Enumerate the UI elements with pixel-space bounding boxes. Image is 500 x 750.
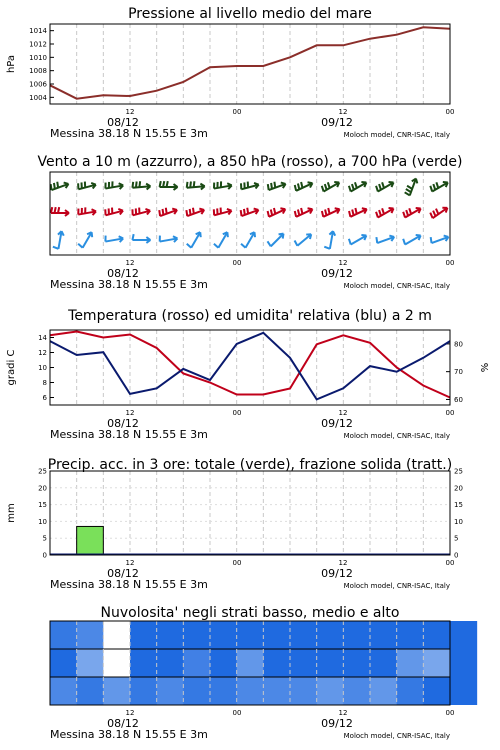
- cloud-cell: [370, 621, 397, 649]
- y-tick-label: 5: [42, 534, 47, 543]
- cloud-cell: [77, 677, 104, 705]
- wind-barb: [132, 234, 150, 243]
- y2-tick-label: 5: [454, 534, 459, 543]
- panel-3: [6, 308, 491, 441]
- cloud-cell: [263, 649, 290, 677]
- y2-tick-label: 25: [454, 467, 463, 476]
- wind-barb: [268, 182, 286, 190]
- wind-barb: [53, 231, 64, 249]
- time-tick-label: 00: [232, 559, 242, 567]
- location-label: Messina 38.18 N 15.55 E 3m: [50, 278, 208, 291]
- location-label: Messina 38.18 N 15.55 E 3m: [50, 578, 208, 591]
- y-tick-label: 20: [38, 484, 47, 493]
- cloud-cell: [157, 677, 184, 705]
- wind-barb: [51, 182, 69, 190]
- time-tick-label: 12: [125, 409, 135, 417]
- time-tick-label: 00: [445, 259, 455, 267]
- date-label: 09/12: [321, 717, 353, 730]
- cloud-cell: [77, 649, 104, 677]
- time-tick-label: 00: [232, 108, 242, 116]
- wind-barb: [376, 208, 393, 218]
- time-tick-label: 12: [338, 559, 348, 567]
- panel-title: Vento a 10 m (azzurro), a 850 hPa (rosso), a 700 hPa (verde): [37, 154, 463, 170]
- humidity-line: [50, 333, 450, 400]
- time-tick-label: 12: [338, 709, 348, 717]
- wind-barb: [324, 231, 335, 249]
- wind-barb: [322, 208, 340, 217]
- wind-barb: [295, 182, 313, 191]
- model-credit: Moloch model, CNR-ISAC, Italy: [343, 282, 450, 290]
- time-tick-label: 12: [338, 108, 348, 116]
- model-credit: Moloch model, CNR-ISAC, Italy: [343, 582, 450, 590]
- panel-4: [6, 457, 463, 591]
- date-label: 08/12: [107, 417, 139, 430]
- cloud-cell: [423, 649, 450, 677]
- wind-barb: [105, 208, 123, 216]
- time-tick-label: 12: [338, 259, 348, 267]
- precip-bar: [77, 526, 104, 555]
- cloud-cell: [237, 677, 264, 705]
- wind-barb: [187, 232, 201, 248]
- cloud-cell: [130, 621, 157, 649]
- cloud-cell: [397, 649, 424, 677]
- location-label: Messina 38.18 N 15.55 E 3m: [50, 728, 208, 741]
- time-tick-label: 00: [232, 409, 242, 417]
- cloud-cell: [450, 621, 477, 649]
- wind-barb: [268, 208, 286, 217]
- cloud-cell: [103, 649, 130, 677]
- wind-barb: [295, 208, 313, 217]
- y2-tick-label: 0: [454, 551, 459, 560]
- pressure-line: [50, 27, 450, 98]
- y2-tick-label: 20: [454, 484, 463, 493]
- cloud-cell: [210, 621, 237, 649]
- wind-barb: [430, 182, 447, 192]
- date-label: 08/12: [107, 717, 139, 730]
- wind-barb: [51, 207, 69, 216]
- cloud-cell: [290, 621, 317, 649]
- cloud-cell: [370, 677, 397, 705]
- y-tick-label: 10: [38, 517, 47, 526]
- cloud-cell: [50, 621, 77, 649]
- wind-barb: [214, 181, 232, 189]
- wind-barb: [160, 181, 178, 190]
- wind-barb: [349, 182, 366, 192]
- y-tick-label: 1012: [29, 40, 47, 49]
- y-tick-label: 8: [42, 379, 47, 387]
- cloud-cell: [423, 677, 450, 705]
- panel-title: Nuvolosita' negli strati basso, medio e alto: [100, 605, 400, 621]
- date-label: 09/12: [321, 567, 353, 580]
- cloud-cell: [450, 677, 477, 705]
- date-label: 08/12: [107, 116, 139, 129]
- cloud-cell: [157, 649, 184, 677]
- wind-barb: [160, 236, 178, 242]
- wind-barb: [214, 208, 232, 216]
- plot-frame: [50, 471, 450, 555]
- wind-barb: [376, 236, 394, 244]
- time-tick-label: 00: [445, 559, 455, 567]
- wind-barb: [405, 179, 418, 196]
- y-tick-label: 0: [42, 551, 47, 560]
- time-tick-label: 12: [125, 259, 135, 267]
- time-tick-label: 12: [125, 108, 135, 116]
- wind-barb: [349, 235, 366, 245]
- cloud-cell: [263, 621, 290, 649]
- cloud-cell: [210, 677, 237, 705]
- cloud-cell: [343, 677, 370, 705]
- y-tick-label: 1014: [29, 27, 47, 36]
- y-tick-label: 25: [38, 467, 47, 476]
- cloud-cell: [130, 677, 157, 705]
- wind-barb: [295, 234, 312, 246]
- y-tick-label: 1008: [29, 67, 47, 76]
- wind-row-2: [51, 207, 447, 218]
- cloud-cell: [50, 649, 77, 677]
- cloud-cell: [397, 677, 424, 705]
- wind-barb: [376, 182, 393, 192]
- y2-tick-label: 10: [454, 517, 463, 526]
- model-credit: Moloch model, CNR-ISAC, Italy: [343, 131, 450, 139]
- cloud-cell: [210, 649, 237, 677]
- y-tick-label: 15: [38, 501, 47, 510]
- wind-barb: [241, 182, 259, 190]
- wind-barb: [78, 232, 92, 248]
- panel-title: Temperatura (rosso) ed umidita' relativa (blu) a 2 m: [68, 308, 432, 324]
- cloud-cell: [397, 621, 424, 649]
- y-tick-label: 6: [42, 394, 47, 402]
- cloud-cell: [103, 621, 130, 649]
- cloud-cell: [317, 621, 344, 649]
- cloud-cell: [237, 621, 264, 649]
- y-axis-label: mm: [6, 503, 17, 523]
- wind-barb: [241, 208, 259, 216]
- y2-tick-label: 15: [454, 501, 463, 510]
- cloud-cell: [130, 649, 157, 677]
- time-tick-label: 00: [232, 259, 242, 267]
- cloud-cell: [290, 677, 317, 705]
- cloud-cell: [237, 649, 264, 677]
- cloud-cell: [183, 621, 210, 649]
- cloud-cell: [183, 649, 210, 677]
- wind-barb: [214, 232, 228, 248]
- cloud-cell: [290, 649, 317, 677]
- wind-barb: [403, 208, 420, 218]
- model-credit: Moloch model, CNR-ISAC, Italy: [343, 732, 450, 740]
- panel-title: Pressione al livello medio del mare: [128, 6, 372, 22]
- cloud-cell: [343, 621, 370, 649]
- date-label: 08/12: [107, 567, 139, 580]
- date-label: 08/12: [107, 267, 139, 280]
- wind-barb: [105, 236, 123, 242]
- wind-barb: [349, 208, 367, 217]
- cloud-cell: [157, 621, 184, 649]
- y2-tick-label: 70: [454, 368, 463, 377]
- wind-barb: [132, 181, 150, 189]
- date-label: 09/12: [321, 267, 353, 280]
- panel-2: [37, 154, 462, 291]
- time-tick-label: 00: [232, 709, 242, 717]
- y-tick-label: 1004: [29, 93, 47, 102]
- cloud-cell: [77, 621, 104, 649]
- y-tick-label: 12: [38, 349, 47, 357]
- y2-tick-label: 60: [454, 395, 463, 404]
- cloud-cell: [450, 649, 477, 677]
- cloud-cell: [370, 649, 397, 677]
- time-tick-label: 12: [125, 709, 135, 717]
- wind-barb: [322, 182, 339, 192]
- wind-barb: [187, 181, 205, 189]
- time-tick-label: 12: [338, 409, 348, 417]
- date-label: 09/12: [321, 417, 353, 430]
- y-tick-label: 1010: [29, 53, 47, 62]
- cloud-cell: [423, 621, 450, 649]
- time-tick-label: 00: [445, 108, 455, 116]
- wind-barb: [105, 181, 123, 189]
- time-tick-label: 00: [445, 709, 455, 717]
- y2-tick-label: 80: [454, 340, 463, 349]
- wind-barb: [241, 232, 255, 248]
- y-axis-label: hPa: [6, 54, 17, 74]
- wind-barb: [132, 208, 150, 216]
- panel-title: Precip. acc. in 3 ore: totale (verde), frazione solida (tratt.): [47, 457, 453, 473]
- wind-row-1: [51, 179, 448, 196]
- cloud-cell: [343, 649, 370, 677]
- cloud-cell: [263, 677, 290, 705]
- wind-barb: [186, 208, 204, 216]
- time-tick-label: 00: [445, 409, 455, 417]
- wind-barb: [159, 208, 177, 216]
- y-tick-label: 14: [38, 334, 47, 342]
- wind-barb: [267, 234, 283, 247]
- cloud-cell: [183, 677, 210, 705]
- y2-axis-label: %: [480, 362, 491, 373]
- location-label: Messina 38.18 N 15.55 E 3m: [50, 127, 208, 140]
- y-axis-label: gradi C: [6, 349, 17, 386]
- wind-barb: [78, 207, 96, 215]
- location-label: Messina 38.18 N 15.55 E 3m: [50, 428, 208, 441]
- wind-barb: [431, 236, 449, 244]
- y-tick-label: 10: [38, 364, 47, 372]
- model-credit: Moloch model, CNR-ISAC, Italy: [343, 432, 450, 440]
- cloud-cell: [50, 677, 77, 705]
- wind-barb: [403, 235, 420, 245]
- y-tick-label: 1006: [29, 80, 47, 89]
- panel-1: [6, 6, 454, 140]
- cloud-cell: [317, 677, 344, 705]
- time-tick-label: 12: [125, 559, 135, 567]
- cloud-cell: [317, 649, 344, 677]
- panel-5: [50, 605, 477, 741]
- wind-row-3: [53, 231, 449, 249]
- wind-barb: [78, 182, 96, 190]
- wind-barb: [430, 208, 447, 218]
- cloud-cell: [103, 677, 130, 705]
- date-label: 09/12: [321, 116, 353, 129]
